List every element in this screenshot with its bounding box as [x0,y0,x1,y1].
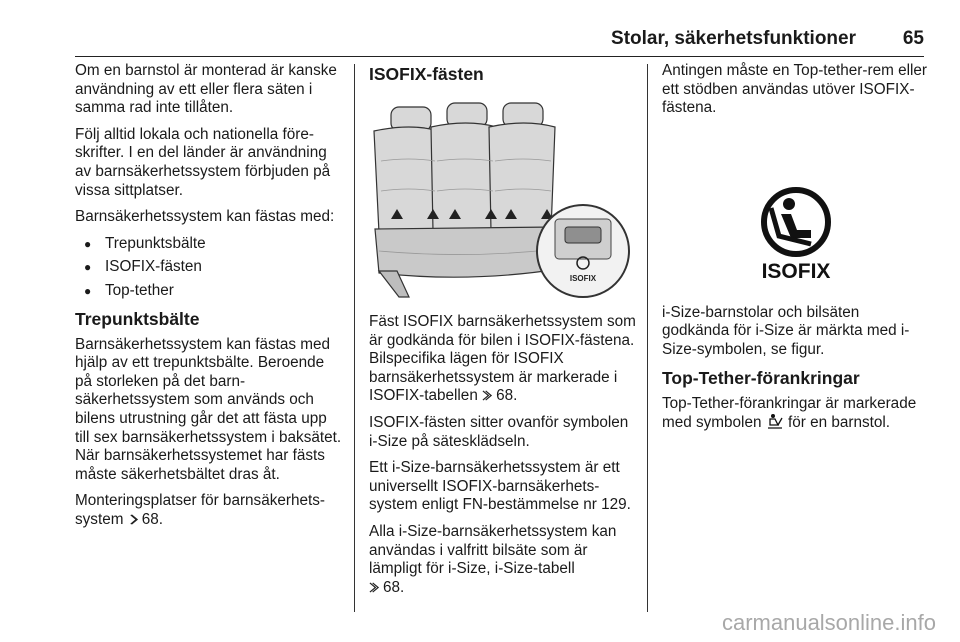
paragraph: Barnsäkerhetssystem kan fästas med hjälp av ett trepunktsbälte. Beroende på storleken på det barnsäkerhetssystem som används och bilens utrustning går det att fästa upp till sex barnsäkerhetssystem i baksätet. När barnsäkerhetssystemet har fästs måste säkerhetsbältet dras åt. [75,335,342,483]
page-reference[interactable]: 68. [383,578,405,596]
paragraph [369,313,637,406]
paragraph [75,492,343,529]
paragraph: Antingen måste en Top-tether-rem eller ett stödben användas utöver ISOFIX-fästena. [662,62,927,117]
section-title: Stolar, säkerhetsfunktioner [611,28,856,49]
column-middle [369,62,637,605]
paragraph-text: Alla i-Size-barnsäkerhetssystem kan användas i valfritt bilsäte som är lämpligt för i-Size, i-Size-tabell [369,522,617,578]
heading-isofix-fasten: ISOFIX-fästen [369,64,484,84]
column-divider [354,64,355,612]
heading-top-tether: Top-Tether-förankringar [662,367,860,388]
page-header [75,26,924,57]
paragraph [662,395,930,433]
paragraph: Ett i-Size-barnsäkerhetssystem är ett universellt ISOFIX-barnsäkerhetssystem enligt FN-bestämmelse nr 129. [369,459,631,514]
paragraph: Följ alltid lokala och nationella föreskrifter. I en del länder är användning av barnsäkerhetssystem förbjuden på vissa sittplatser. [75,125,331,199]
isofix-inset-label: ISOFIX [569,274,597,283]
paragraph-text: Top-Tether-förankringar är markerade med symbolen [662,394,917,432]
watermark: carmanualsonline.info [721,610,936,635]
page-reference-arrow-icon [128,514,139,525]
page-reference[interactable]: 68. [141,510,163,528]
paragraph: Om en barnstol är monterad är kanske användning av ett eller flera säten i samma rad inte tillåten. [75,62,337,117]
isofix-logo-label: ISOFIX [761,259,831,282]
attachment-list [75,235,343,301]
isofix-logo-icon [751,186,841,282]
heading-trepunktsbalte: Trepunktsbälte [75,308,200,329]
page-reference-arrow-icon [369,582,380,593]
paragraph: ISOFIX-fästen sitter ovanför symbolen i-Size på sätesklädseln. [369,413,629,450]
paragraph [369,523,637,597]
paragraph: Barnsäkerhetssystem kan fästas med: [75,208,335,226]
paragraph-text: för en barnstol. [787,414,891,432]
list-item: ● Trepunktsbälte [75,235,343,254]
top-tether-icon [766,413,784,431]
paragraph-text: Monteringsplatser för barnsäkerhetssystem [75,492,325,528]
list-item: ● Top-tether [75,282,343,301]
rear-seat-isofix-illustration [369,101,631,299]
paragraph-text: Fäst ISOFIX barnsäkerhetssystem som är godkända för bilen i ISOFIX-fästena. Bilspecifika lägen för ISOFIX barnsäkerhetssystem är markerade i ISOFIX-tabellen [369,313,636,405]
list-item: ● ISOFIX-fästen [75,258,343,277]
page-reference-arrow-icon [482,390,493,401]
column-divider [647,64,648,612]
paragraph: i-Size-barnstolar och bilsäten godkända för i-Size är märkta med i-Size-symbolen, se figur. [662,303,910,358]
page-number: 65 [902,28,924,49]
page-reference[interactable]: 68. [496,387,518,405]
column-left [75,62,343,537]
column-right [662,62,930,441]
